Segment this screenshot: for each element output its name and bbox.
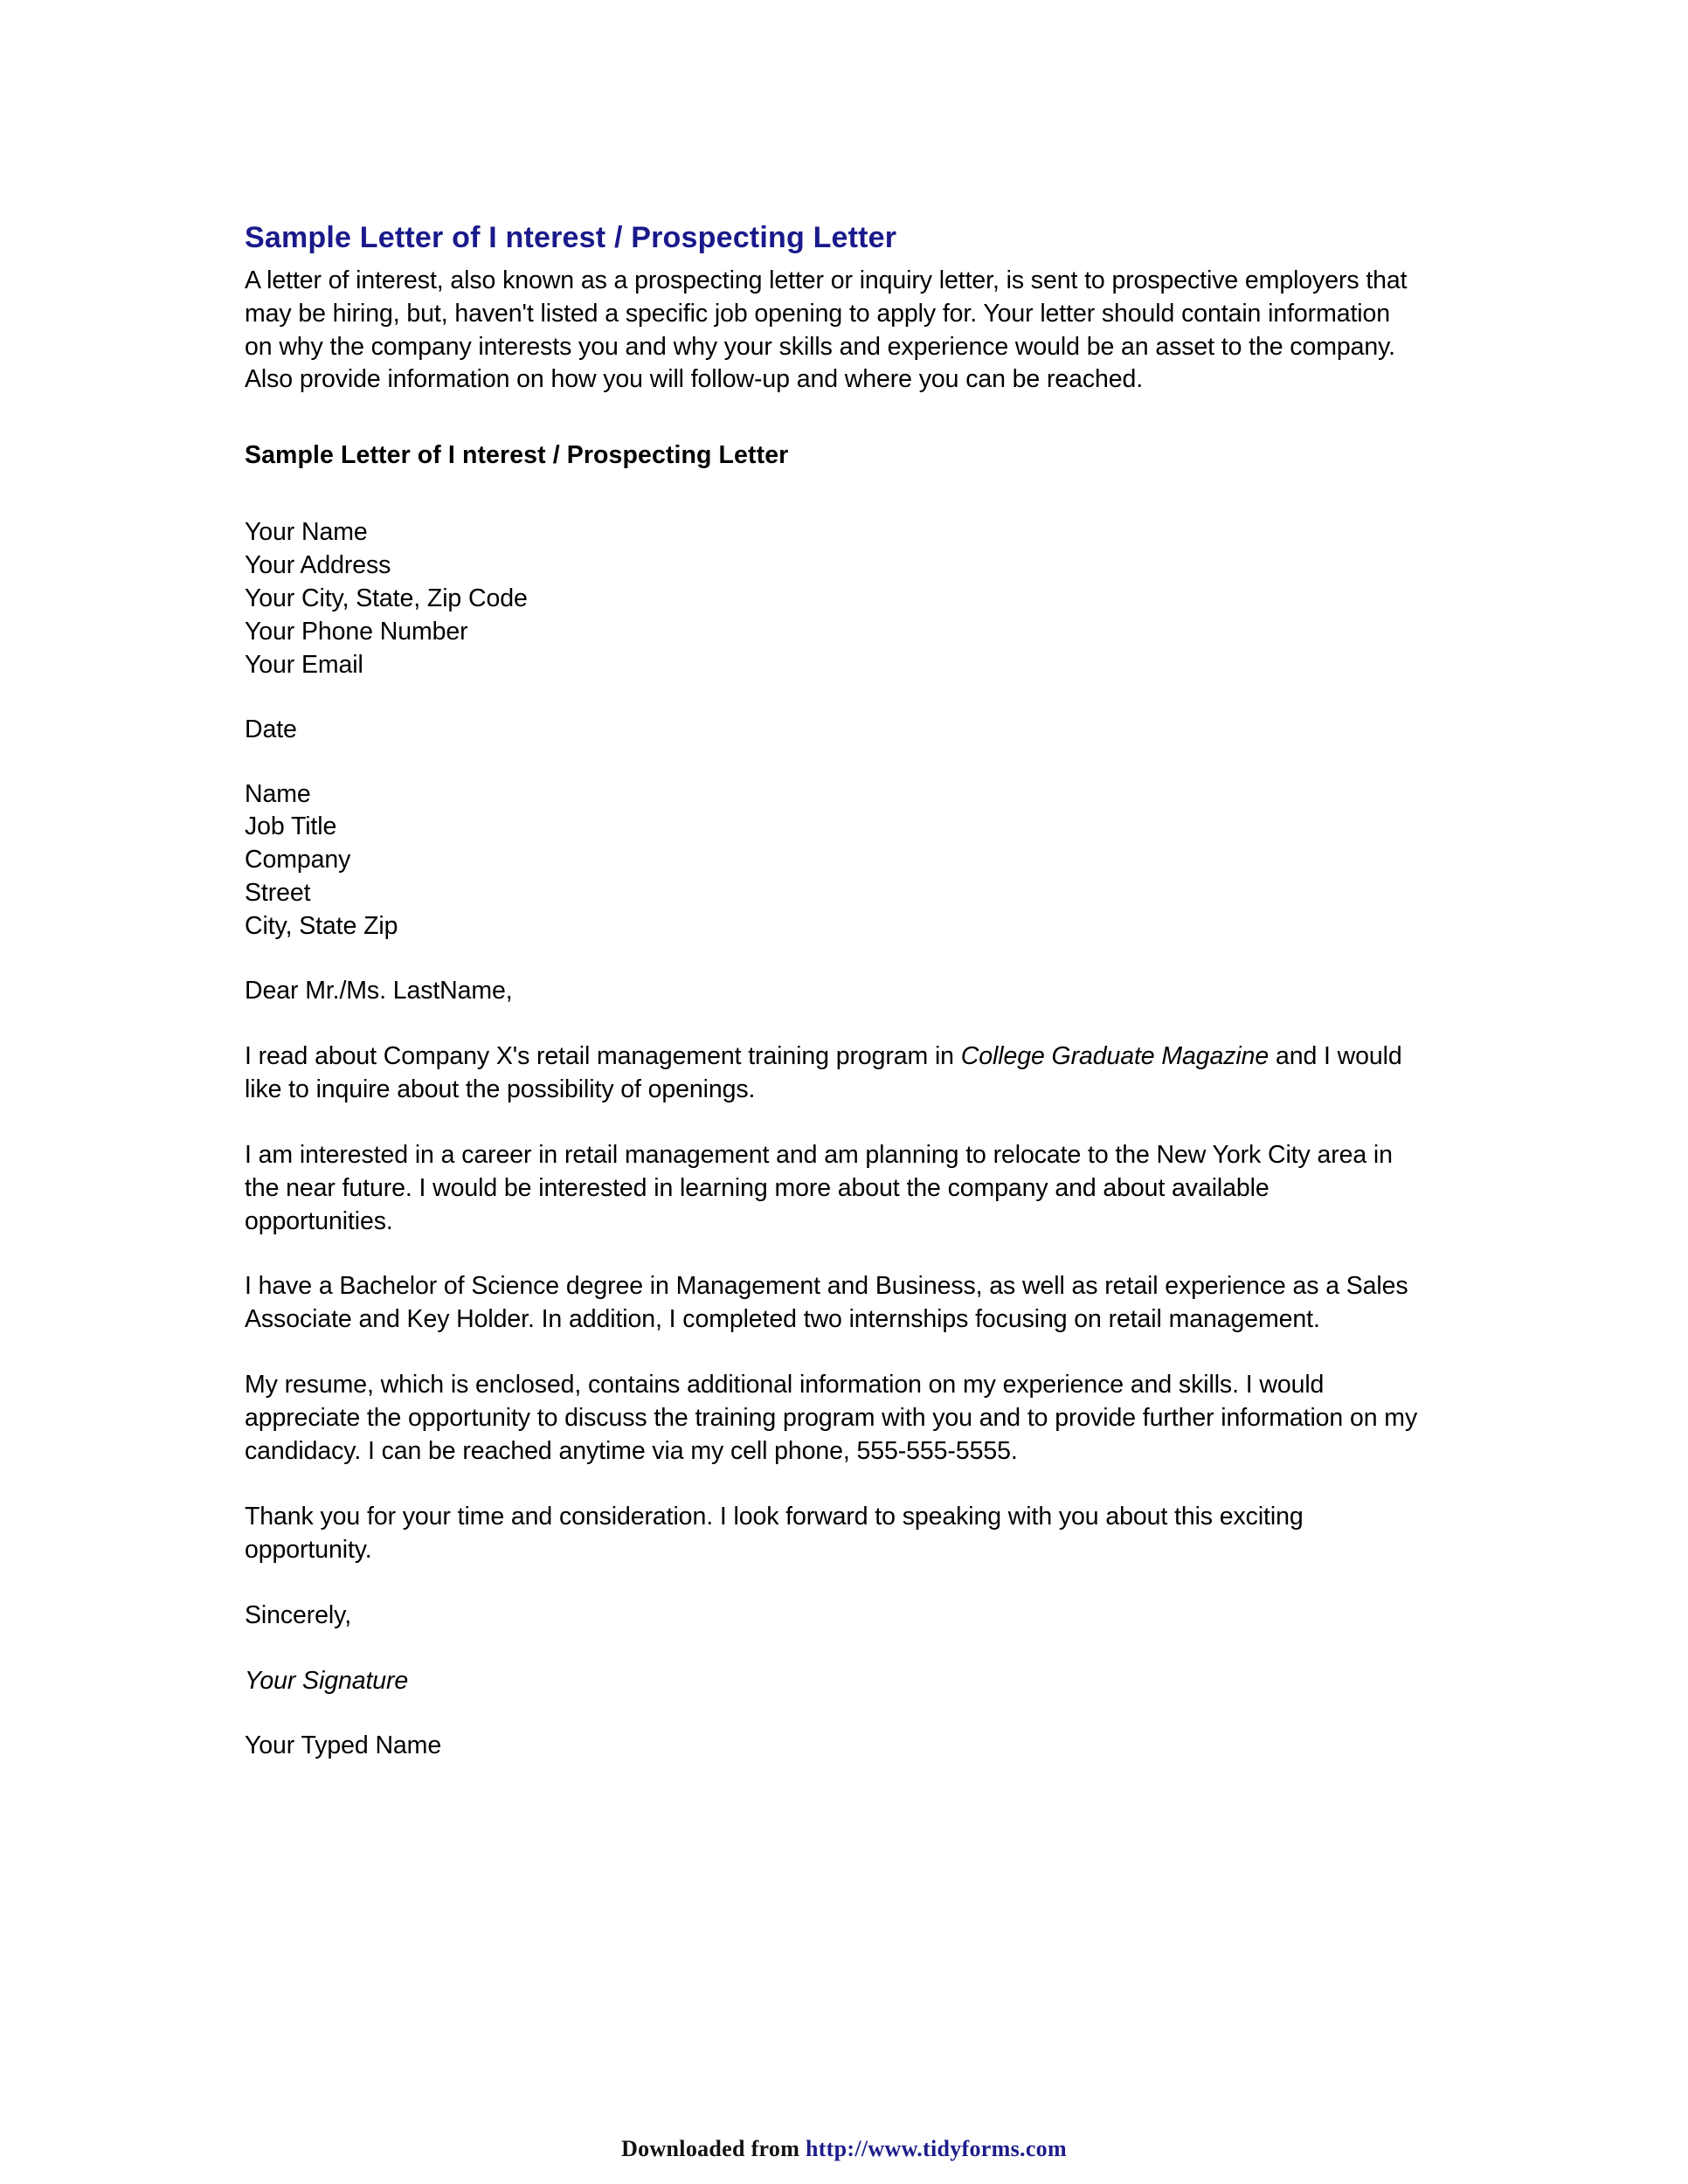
body-paragraph-3: I have a Bachelor of Science degree in Management and Business, as well as retail experience as a Sales Associate and Key Holder. In addition, I completed two internships focusing on retail management.	[245, 1272, 1408, 1334]
section-heading: Sample Letter of I nterest / Prospecting Letter	[245, 441, 789, 470]
body-paragraph-4: My resume, which is enclosed, contains additional information on my experience and skills. I would appreciate the opportunity to discuss the training program with you and to provide further information on my candidacy. I can be reached anytime via my cell phone, 555-555-5555.	[245, 1371, 1418, 1465]
spacer-after-date	[245, 747, 1424, 778]
recipient-name-line: Name	[245, 779, 311, 808]
spacer-after-sender	[245, 682, 1424, 714]
sender-name-line: Your Name	[245, 518, 368, 547]
page-title: Sample Letter of I nterest / Prospecting Letter	[245, 221, 897, 254]
intro-paragraph: A letter of interest, also known as a prospecting letter or inquiry letter, is sent to prospective employers that may be hiring, but, haven't listed a specific job opening to apply for. Your letter should contain information on why the company interests you and why your skills and experience would be an asset to the company. Also provide information on how you will follow-up and where you can be reached.	[245, 266, 1408, 394]
spacer-after-recipient	[245, 943, 1424, 975]
recipient-street-line: Street	[245, 879, 311, 908]
magazine-title: College Graduate Magazine	[960, 1041, 1269, 1070]
sender-email-line: Your Email	[245, 650, 363, 679]
closing-line: Sincerely,	[245, 1600, 352, 1629]
recipient-city-line: City, State Zip	[245, 912, 398, 941]
recipient-jobtitle-line: Job Title	[245, 812, 337, 841]
page-footer	[0, 2135, 1688, 2162]
typed-name-placeholder: Your Typed Name	[245, 1731, 442, 1760]
sender-phone-line: Your Phone Number	[245, 617, 468, 646]
letter-content	[245, 220, 1424, 1763]
recipient-company-line: Company	[245, 846, 351, 874]
paragraph-1-after-italic: and I would like to inquire about the possibility of openings.	[245, 1041, 1402, 1103]
body-paragraph-2: I am interested in a career in retail management and am planning to relocate to the New York City area in the near future. I would be interested in learning more about the company and about available opportunities.	[245, 1140, 1393, 1235]
body-paragraph-1	[245, 1040, 1424, 1107]
date-line: Date	[245, 715, 297, 743]
paragraph-1-before-italic: I read about Company X's retail management training program in	[245, 1041, 961, 1070]
salutation-line: Dear Mr./Ms. LastName,	[245, 977, 513, 1006]
sender-city-line: Your City, State, Zip Code	[245, 584, 528, 613]
recipient-address-block	[245, 778, 1424, 943]
signature-placeholder: Your Signature	[245, 1666, 409, 1695]
sender-address-line: Your Address	[245, 551, 391, 580]
footer-label: Downloaded from	[621, 2136, 806, 2161]
footer-source-link[interactable]: http://www.tidyforms.com	[805, 2136, 1067, 2161]
sender-address-block	[245, 516, 1424, 681]
body-paragraph-5: Thank you for your time and consideration. I look forward to speaking with you about this exciting opportunity.	[245, 1502, 1304, 1564]
